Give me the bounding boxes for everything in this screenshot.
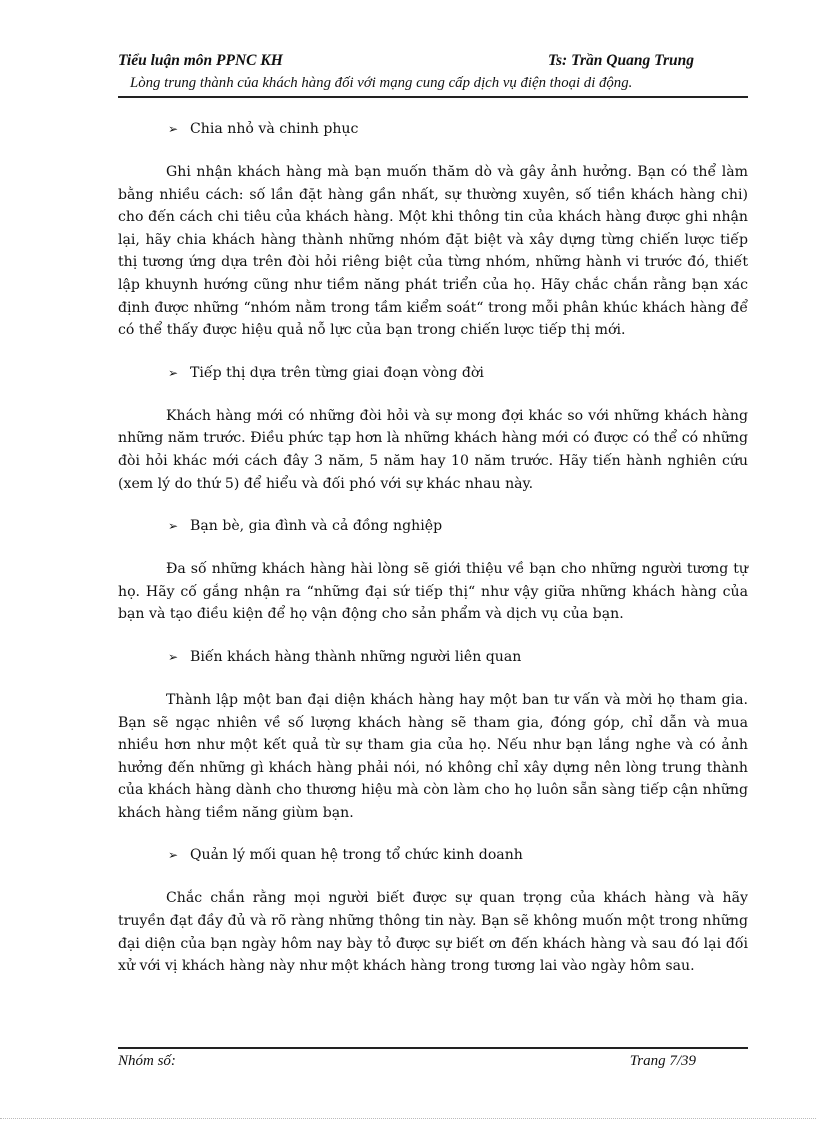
arrow-bullet-icon: ➢ [168,122,179,136]
section-heading-text: Tiếp thị dựa trên từng giai đoạn vòng đời [190,364,484,381]
arrow-bullet-icon: ➢ [168,519,179,534]
section-heading [118,118,748,140]
footer-rule [118,1047,748,1049]
section-paragraph: Khách hàng mới có những đòi hỏi và sự mong đợi khác so với những khách hàng những năm trước. Điều phức tạp hơn là những khách hàng mới có được có thể có những đòi hỏi khác mới cách đây 3 năm, 5 năm hay 10 năm trước. Hãy tiến hành nghiên cứu (xem lý do thứ 5) để hiểu và đối phó với sự khác nhau này. [118,407,748,492]
page-number: Trang 7/39 [629,1053,696,1069]
page-content [118,118,748,978]
document-subtitle: Lòng trung thành của khách hàng đối với mạng cung cấp dịch vụ điện thoại di động. [130,75,633,91]
section-heading [118,844,748,866]
section-heading-text: Biến khách hàng thành những người liên quan [190,648,522,665]
arrow-bullet-icon: ➢ [168,848,179,863]
header-rule [118,96,748,98]
page-header [118,52,748,92]
section-heading [118,646,748,668]
group-number-label: Nhóm số: [118,1053,176,1069]
course-title: Tiểu luận môn PPNC KH [118,52,283,69]
arrow-bullet-icon: ➢ [168,365,179,380]
section-paragraph: Đa số những khách hàng hài lòng sẽ giới thiệu về bạn cho những người tương tự họ. Hãy cố gắng nhận ra “những đại sứ tiếp thị“ như vậy giữa những khách hàng của bạn và tạo điều kiện để họ vận động cho sản phẩm và dịch vụ của bạn. [118,561,748,623]
section-paragraph: Ghi nhận khách hàng mà bạn muốn thăm dò và gây ảnh hưởng. Bạn có thể làm bằng nhiều cách: số lần đặt hàng gần nhất, sự thường xuyên, số tiền khách hàng chi) cho đến cách chi tiêu của khách hàng. Một khi thông tin của khách hàng được ghi nhận lại, hãy chia khách hàng thành những nhóm đặt biệt và xây dựng từng chiến lược tiếp thị tương ứng dựa trên đòi hỏi riêng biệt của từng nhóm, những hành vi trước đó, thiết lập khuynh hướng cũng như tiềm năng phát triển của họ. Hãy chắc chắn rằng bạn xác định được những “nhóm nằm trong tầm kiểm soát“ trong mỗi phân khúc khách hàng để có thể thấy được hiệu quả nỗ lực của bạn trong chiến lược tiếp thị mới. [118,164,748,339]
section-heading-text: Bạn bè, gia đình và cả đồng nghiệp [190,518,443,535]
section-heading-text: Quản lý mối quan hệ trong tổ chức kinh doanh [190,847,523,864]
section-paragraph: Chắc chắn rằng mọi người biết được sự quan trọng của khách hàng và hãy truyền đạt đầy đủ và rõ ràng những thông tin này. Bạn sẽ không muốn một trong những đại diện của bạn ngày hôm nay bày tỏ được sự biết ơn đến khách hàng và sau đó lại đối xử với vị khách hàng này như một khách hàng trong tương lai vào ngày hôm sau. [118,890,748,975]
section-paragraph: Thành lập một ban đại diện khách hàng hay một ban tư vấn và mời họ tham gia. Bạn sẽ ngạc nhiên về số lượng khách hàng sẽ tham gia, đóng góp, chỉ dẫn và mua nhiều hơn như một kết quả từ sự tham gia của họ. Nếu như bạn lắng nghe và có ảnh hưởng đến những gì khách hàng phải nói, nó không chỉ xây dựng nên lòng trung thành của khách hàng dành cho thương hiệu mà còn làm cho họ luôn sẵn sàng tiếp cận những khách hàng tiềm năng giùm bạn. [118,691,748,821]
page-edge-divider [0,1118,816,1119]
section-heading [118,362,748,384]
section-heading [118,515,748,537]
arrow-bullet-icon: ➢ [168,649,179,664]
instructor-name: Ts: Trần Quang Trung [547,52,694,69]
section-heading-text: Chia nhỏ và chinh phục [190,121,359,137]
